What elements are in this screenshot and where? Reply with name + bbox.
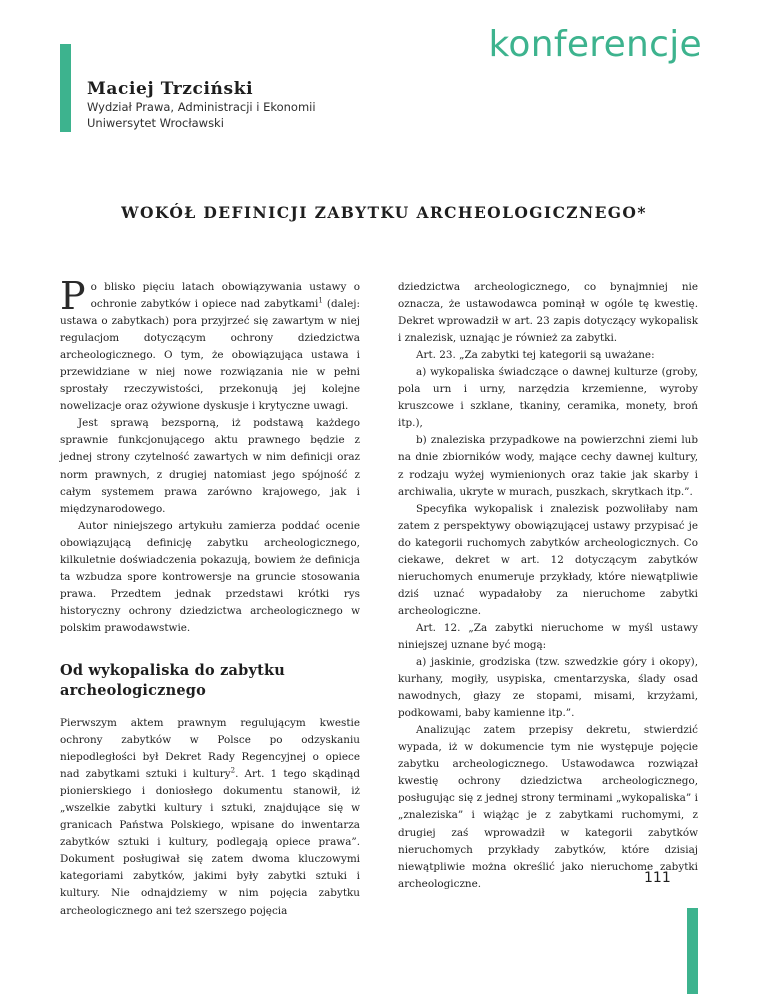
section-label: konferencje [488, 24, 702, 65]
paragraph: a) jaskinie, grodziska (tzw. szwedzkie góry i okopy), kurhany, mogiły, usypiska, cmentarzyska, ślady osad nawodnych, głazy ze stopami, misami, krzyżami, podkowami, baby kamienne itp.”. [398, 656, 698, 720]
paragraph: a) wykopaliska świadczące o dawnej kulturze (groby, pola urn i urny, narzędzia krzemienne, wyroby kruszcowe i szklane, tkaniny, ceramika, monety, broń itp.), [398, 366, 698, 430]
affiliation-line-2: Uniwersytet Wrocławski [87, 116, 224, 130]
paragraph: Jest sprawą bezsporną, iż podstawą każdego sprawnie funkcjonującego aktu prawnego będzie z jednej strony czytelność zawartych w nim definicji oraz norm prawnych, z drugiej natomiast jego spójność z całym systemem prawa zarówno krajowego, jak i międzynarodowego. [60, 417, 360, 515]
section-heading: Od wykopaliska do zabytku archeologicznego [60, 661, 285, 699]
paragraph: Po blisko pięciu latach obowiązywania ustawy o ochronie zabytków i opiece nad zabytkami$^1$ (dalej: ustawa o zabytkach) pora przyjrzeć się zawartym w niej regulacjom dotyczącym ochrony dziedzictwa archeologicznego. O tym, że obowiązująca ustawa i przewidziane w niej nowe rozwiązania nie w pełni sprostały rzeczywistości, przekonują jej kolejne nowelizacje oraz ożywione dyskusje i krytyczne uwagi. [60, 274, 360, 413]
author-name: Maciej Trzciński [87, 79, 254, 99]
paragraph: Art. 23. „Za zabytki tej kategorii są uważane: [416, 349, 655, 362]
article-title: WOKÓŁ DEFINICJI ZABYTKU ARCHEOLOGICZNEGO* [121, 203, 647, 222]
paragraph: Pierwszym aktem prawnym regulującym kwestie ochrony zabytków w Polsce po odzyskaniu niepodległości był Dekret Rady Regencyjnej o opiece nad zabytkami sztuki i kultury$^2$. Art. 1 tego skądinąd pionierskiego i doniosłego dokumentu stanowił, iż „wszelkie zabytki kultury i sztuki, znajdujące się w granicach Państwa Polskiego, wpisane do inwentarza zabytków sztuki i kultury, podlegają opiece prawa”. Dokument posługiwał się zatem dwoma kluczowymi kategoriami zabytków, jakimi były zabytki sztuki i kultury. Nie odnajdziemy w nim pojęcia zabytku archeologicznego ani też szerszego pojęcia [60, 716, 360, 917]
affiliation [87, 99, 316, 131]
page-number: 111 [644, 870, 671, 886]
affiliation-line-1: Wydział Prawa, Administracji i Ekonomii [87, 100, 316, 114]
paragraph: dziedzictwa archeologicznego, co bynajmniej nie oznacza, że ustawodawca pominął w ogóle tę kwestię. Dekret wprowadził w art. 23 zapis dotyczący wykopalisk i znalezisk, uznając je również za zabytki. [398, 281, 698, 345]
paragraph: Analizując zatem przepisy dekretu, stwierdzić wypada, iż w dokumencie tym nie występuje pojęcie zabytku archeologicznego. Ustawodawca rozwiązał kwestię ochrony dziedzictwa archeologicznego, posługując się z jednej strony terminami „wykopaliska” i „znaleziska” i wiążąc je z zabytkami ruchomymi, z drugiej zaś wprowadził w kategorii zabytków nieruchomych przykłady zabytków, które dzisiaj niewątpliwie można określić jako nieruchome zabytki archeologiczne. [398, 724, 698, 890]
footnote-ref: 1 [318, 296, 323, 305]
footnote-ref: 2 [230, 766, 236, 775]
paragraph: Art. 12. „Za zabytki nieruchome w myśl ustawy niniejszej uznane być mogą: [398, 621, 698, 651]
paragraph: b) znaleziska przypadkowe na powierzchni ziemi lub na dnie zbiorników wody, mające cechy dawnej kultury, z rodzaju wyżej wymienionych oraz takie jak skarby i archiwalia, ukryte w murach, puszkach, skrytkach itp.”. [398, 434, 698, 498]
drop-cap: P [60, 274, 86, 318]
paragraph: Autor niniejszego artykułu zamierza poddać ocenie obowiązującą definicję zabytku archeologicznego, kilkuletnie doświadczenia pokazują, bowiem że definicja ta wzbudza spore kontrowersje na gruncie stosowania prawa. Przedtem jednak przedstawi krótki rys historyczny ochrony dziedzictwa archeologicznego w polskim prawodawstwie. [60, 519, 360, 634]
accent-bar-right [687, 908, 698, 994]
accent-bar-left [60, 44, 71, 132]
right-column [398, 279, 698, 893]
paragraph: Specyfika wykopalisk i znalezisk pozwoliłaby nam zatem z perspektywy obowiązującej ustawy przypisać je do kategorii ruchomych zabytków archeologicznych. Co ciekawe, dekret w art. 12 dotyczącym zabytków nieruchomych enumeruje przykłady, które niewątpliwie dziś uznać wypadałoby za nieruchome zabytki archeologiczne. [398, 502, 698, 617]
left-column [60, 274, 360, 920]
